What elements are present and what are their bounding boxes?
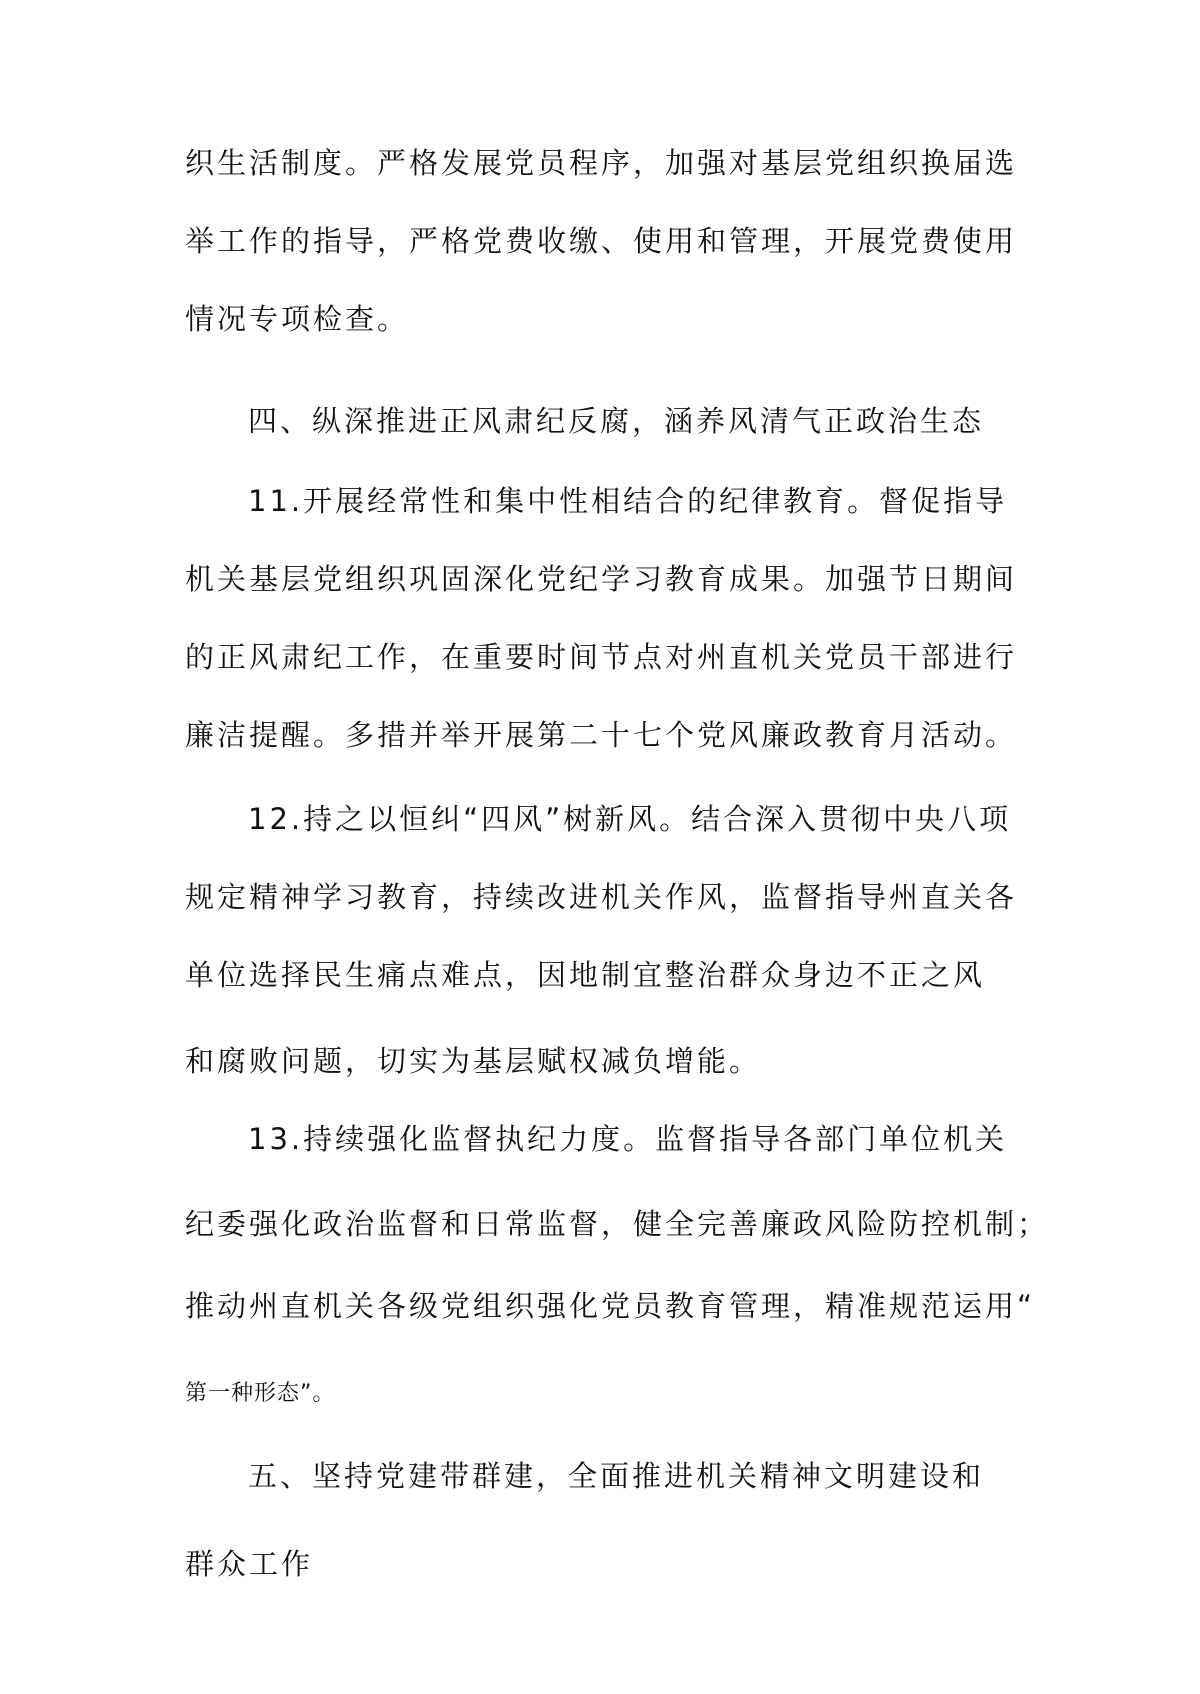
item-heading-line: 11.开展经常性和集中性相结合的纪律教育。督促指导	[248, 484, 1008, 518]
paragraph-line: 单位选择民生痛点难点，因地制宜整治群众身边不正之风	[185, 958, 986, 992]
item-heading-line: 13.持续强化监督执纪力度。监督指导各部门单位机关	[248, 1122, 1008, 1156]
section-heading-continuation: 群众工作	[185, 1547, 314, 1581]
paragraph-line: 举工作的指导，严格党费收缴、使用和管理，开展党费使用	[185, 224, 1018, 258]
paragraph-line: 推动州直机关各级党组织强化党员教育管理，精准规范运用“	[185, 1289, 1036, 1323]
paragraph-line: 廉洁提醒。多措并举开展第二十七个党风廉政教育月活动。	[185, 718, 1018, 752]
section-heading: 四、纵深推进正风肃纪反腐，涵养风清气正政治生态	[248, 404, 985, 438]
item-heading-line: 12.持之以恒纠“四风”树新风。结合深入贯彻中央八项	[248, 802, 1012, 836]
paragraph-line: 和腐败问题，切实为基层赋权减负增能。	[185, 1044, 762, 1078]
paragraph-line: 第一种形态”。	[185, 1381, 336, 1406]
paragraph-line: 的正风肃纪工作，在重要时间节点对州直机关党员干部进行	[185, 640, 1018, 674]
paragraph-line: 机关基层党组织巩固深化党纪学习教育成果。加强节日期间	[185, 562, 1018, 596]
section-heading: 五、坚持党建带群建，全面推进机关精神文明建设和	[248, 1459, 985, 1493]
paragraph-line: 纪委强化政治监督和日常监督，健全完善廉政风险防控机制；	[185, 1207, 1050, 1241]
paragraph-line: 织生活制度。严格发展党员程序，加强对基层党组织换届选	[185, 146, 1018, 180]
paragraph-line: 规定精神学习教育，持续改进机关作风，监督指导州直关各	[185, 880, 1018, 914]
paragraph-line: 情况专项检查。	[185, 302, 410, 336]
